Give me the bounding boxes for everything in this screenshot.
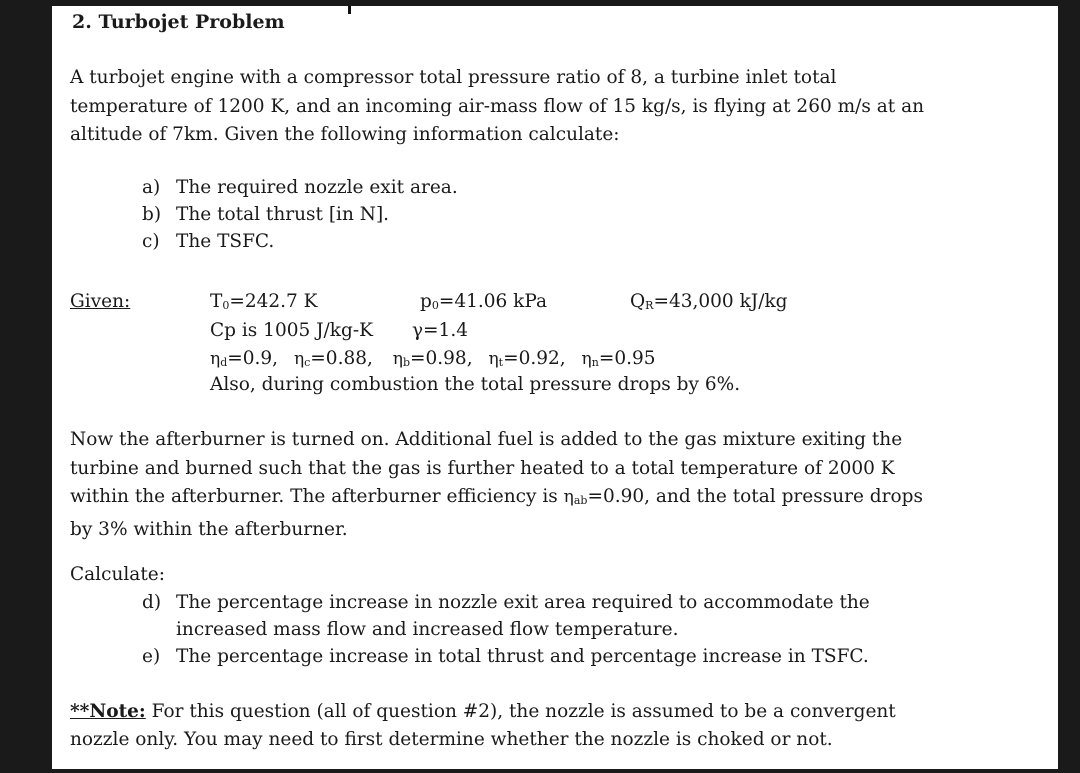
note-label: **Note:: [70, 701, 146, 722]
eta-b: ηb=0.98,: [392, 348, 473, 369]
list-item: b) The total thrust [in N].: [142, 204, 390, 225]
intro-line: temperature of 1200 K, and an incoming air-mass flow of 15 kg/s, is flying at 260 m/s at an: [70, 95, 925, 117]
afterburner-paragraph: [70, 426, 923, 544]
eta-t: ηt=0.92,: [488, 348, 566, 369]
eta-d: ηd=0.9,: [210, 348, 279, 369]
problem-title: 2. Turbojet Problem: [72, 11, 285, 33]
list-item: a) The required nozzle exit area.: [142, 177, 458, 198]
given-label: Given:: [70, 291, 131, 312]
given-qr: QR=43,000 kJ/kg: [630, 291, 788, 312]
afterburner-line: within the afterburner. The afterburner efficiency is ηab=0.90, and the total pressure drops: [70, 486, 923, 507]
document-page: [52, 6, 1058, 769]
afterburner-line: by 3% within the afterburner.: [70, 518, 348, 540]
part1-list: [142, 174, 458, 255]
given-cp: Cp is 1005 J/kg-K: [210, 320, 373, 341]
given-gamma: γ=1.4: [412, 320, 468, 341]
note-paragraph: **Note: For this question (all of question #2), the nozzle is assumed to be a convergent nozzle only. You may need to first determine whether the nozzle is choked or not.: [70, 701, 896, 750]
eta-n: ηn=0.95: [581, 348, 656, 369]
given-also: Also, during combustion the total pressure drops by 6%.: [210, 374, 741, 395]
list-item-continuation: increased mass flow and increased flow temperature.: [176, 619, 679, 640]
afterburner-line: turbine and burned such that the gas is further heated to a total temperature of 2000 K: [70, 457, 895, 479]
list-item: c) The TSFC.: [142, 231, 275, 252]
page-edge-mark: [348, 6, 351, 14]
intro-paragraph: [70, 64, 924, 150]
afterburner-line: Now the afterburner is turned on. Additional fuel is added to the gas mixture exiting the: [70, 429, 903, 450]
intro-line: A turbojet engine with a compressor total pressure ratio of 8, a turbine inlet total: [70, 67, 837, 88]
intro-line: altitude of 7km. Given the following information calculate:: [70, 124, 620, 145]
given-t0: T0=242.7 K: [210, 291, 318, 312]
calculate-label: Calculate:: [70, 564, 165, 585]
given-p0: p0=41.06 kPa: [420, 291, 548, 312]
part2-list: [142, 589, 870, 670]
list-item: d) The percentage increase in nozzle exit area required to accommodate the: [142, 592, 870, 613]
eta-c: ηc=0.88,: [293, 348, 373, 369]
list-item: e) The percentage increase in total thrust and percentage increase in TSFC.: [142, 646, 869, 667]
